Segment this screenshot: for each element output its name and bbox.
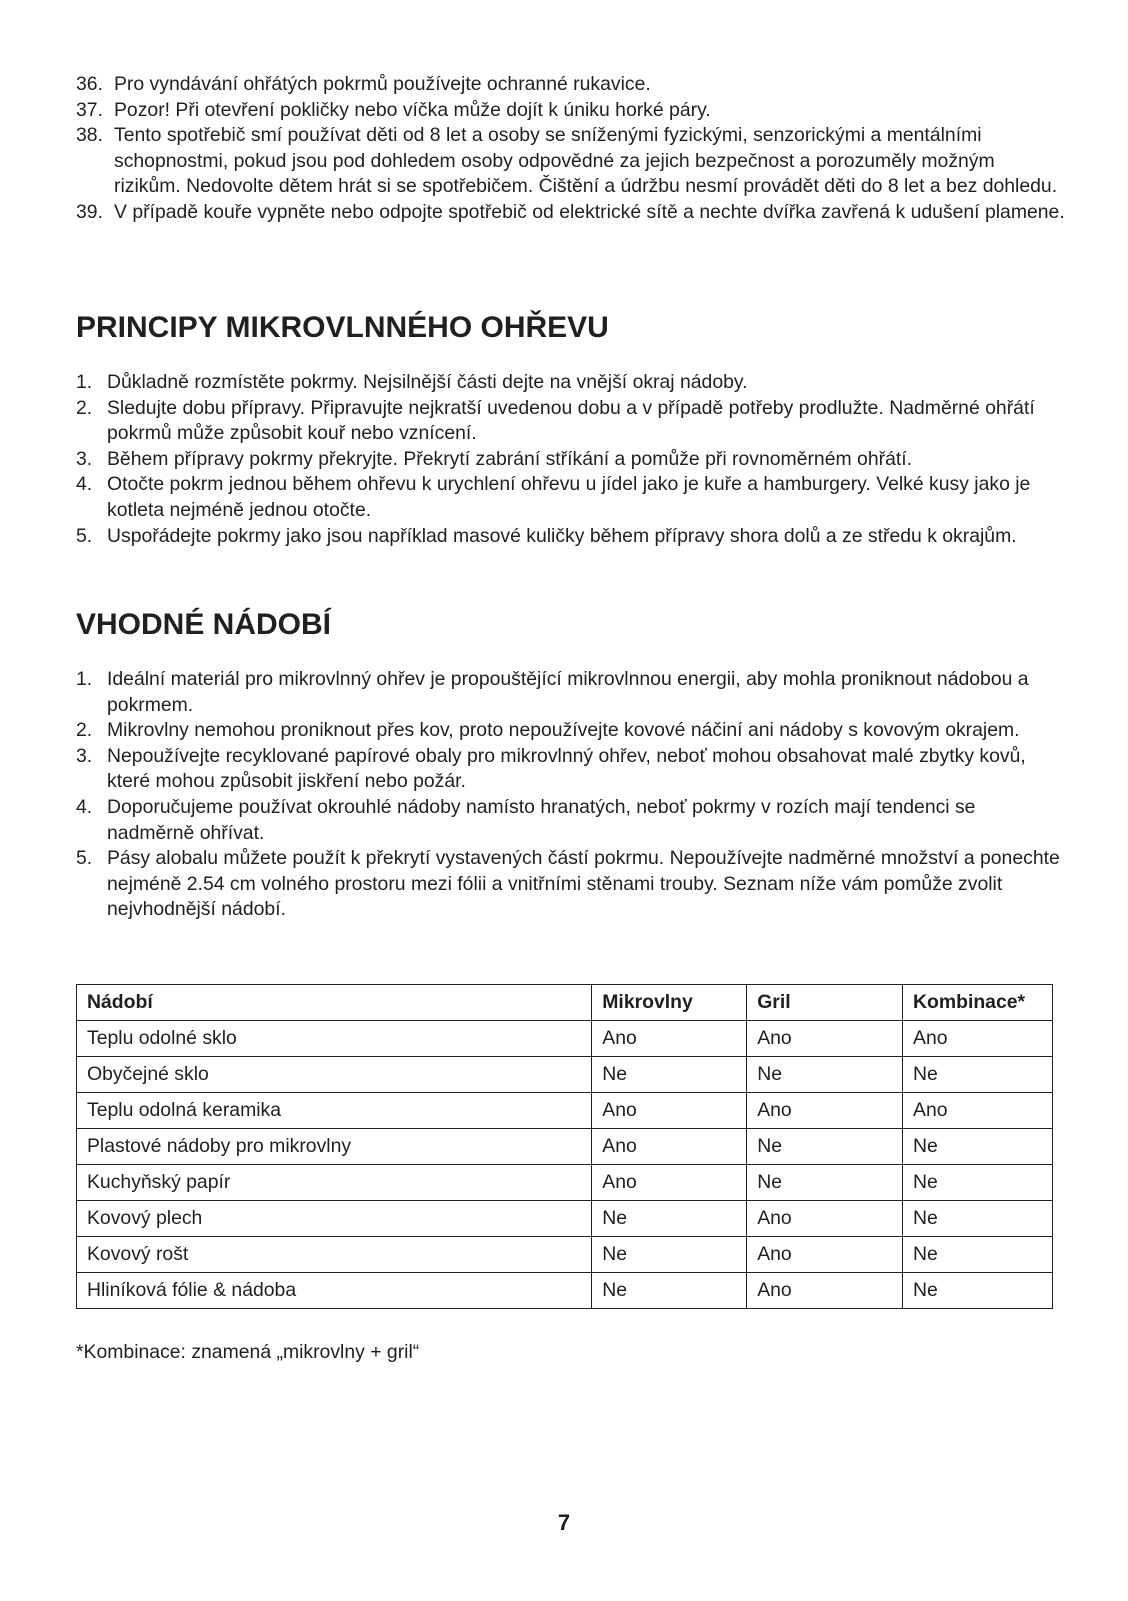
- table-cell: Ano: [747, 1021, 903, 1057]
- principles-list: [76, 370, 1066, 549]
- table-cell: Teplu odolné sklo: [77, 1021, 592, 1057]
- list-item: [76, 72, 1066, 98]
- header-grill: Gril: [747, 985, 903, 1021]
- table-cell: Plastové nádoby pro mikrovlny: [77, 1129, 592, 1165]
- table-cell: Ano: [903, 1093, 1053, 1129]
- table-cell: Ano: [592, 1165, 747, 1201]
- header-combination: Kombinace*: [903, 985, 1053, 1021]
- table-cell: Ano: [903, 1021, 1053, 1057]
- table-cell: Ne: [903, 1201, 1053, 1237]
- table-row: [77, 1129, 1053, 1165]
- table-row: [77, 1165, 1053, 1201]
- item-number: 2.: [76, 719, 93, 742]
- item-number: 2.: [76, 396, 93, 419]
- table-footnote: *Kombinace: znamená „mikrovlny + gril“: [76, 1341, 420, 1363]
- table-row: [77, 1057, 1053, 1093]
- list-item: [76, 795, 1066, 846]
- item-text: Uspořádejte pokrmy jako jsou například masové kuličky během přípravy shora dolů a ze středu k okrajům.: [107, 524, 1017, 547]
- page-number: 7: [557, 1510, 571, 1535]
- item-text: V případě kouře vypněte nebo odpojte spotřebič od elektrické sítě a nechte dvířka zavřená k udušení plamene.: [114, 200, 1065, 223]
- table-row: [77, 1237, 1053, 1273]
- table-cell: Ano: [592, 1021, 747, 1057]
- list-item: [76, 718, 1066, 744]
- table-cell: Ne: [592, 1201, 747, 1237]
- table-cell: Hliníková fólie & nádoba: [77, 1273, 592, 1309]
- item-text: Důkladně rozmístěte pokrmy. Nejsilnější části dejte na vnější okraj nádoby.: [107, 371, 748, 393]
- list-item: [76, 447, 1066, 473]
- table-cell: Ne: [592, 1273, 747, 1309]
- principles-heading: PRINCIPY MIKROVLNNÉHO OHŘEVU: [76, 311, 609, 344]
- table-cell: Ne: [747, 1165, 903, 1201]
- table-row: [77, 1093, 1053, 1129]
- table-row: [77, 1201, 1053, 1237]
- list-item: [76, 370, 1066, 396]
- list-item: [76, 667, 1066, 718]
- item-number: 4.: [76, 795, 93, 818]
- list-item: [76, 472, 1066, 523]
- table-row: [77, 1021, 1053, 1057]
- table-cell: Ne: [592, 1057, 747, 1093]
- cookware-list: [76, 667, 1066, 923]
- table-header-row: [77, 985, 1053, 1021]
- table-cell: Ne: [903, 1237, 1053, 1273]
- item-number: 37.: [76, 98, 103, 121]
- item-text: Pásy alobalu můžete použít k překrytí vystavených částí pokrmu. Nepoužívejte nadměrné množství a ponechte nejméně 2.54 cm volného prostoru mezi fólii a vnitřními stěnami trouby. Seznam níže vám pomůže zvolit nejvhodnější nádobí.: [107, 847, 1060, 921]
- item-text: Mikrovlny nemohou proniknout přes kov, proto nepoužívejte kovové náčiní ani nádoby s kovovým okrajem.: [107, 719, 1020, 742]
- item-text: Pozor! Při otevření pokličky nebo víčka může dojít k úniku horké páry.: [114, 98, 711, 121]
- cookware-table: [76, 984, 1053, 1309]
- table-cell: Ne: [903, 1057, 1053, 1093]
- item-number: 39.: [76, 200, 103, 223]
- table-cell: Ne: [747, 1129, 903, 1165]
- item-number: 36.: [76, 73, 103, 95]
- table-cell: Ano: [592, 1093, 747, 1129]
- table-cell: Ne: [903, 1129, 1053, 1165]
- item-text: Otočte pokrm jednou během ohřevu k urychlení ohřevu u jídel jako je kuře a hamburgery. Velké kusy jako je kotleta nejméně jednou otočte.: [107, 473, 1031, 521]
- table-cell: Kuchyňský papír: [77, 1165, 592, 1201]
- list-item: [76, 846, 1066, 923]
- item-text: Během přípravy pokrmy překryjte. Překrytí zabrání stříkání a pomůže při rovnoměrném ohřátí.: [107, 447, 913, 470]
- item-number: 1.: [76, 668, 93, 690]
- item-number: 3.: [76, 744, 93, 767]
- table-cell: Ano: [747, 1093, 903, 1129]
- header-microwave: Mikrovlny: [592, 985, 747, 1021]
- item-text: Nepoužívejte recyklované papírové obaly pro mikrovlnný ohřev, neboť mohou obsahovat malé zbytky kovů, které mohou způsobit jiskření nebo požár.: [107, 744, 1026, 793]
- table-cell: Ne: [903, 1165, 1053, 1201]
- safety-instructions-list: [76, 72, 1066, 226]
- list-item: [76, 123, 1066, 200]
- cookware-heading: VHODNÉ NÁDOBÍ: [76, 608, 332, 641]
- table-cell: Ano: [747, 1201, 903, 1237]
- list-item: [76, 396, 1066, 447]
- item-number: 5.: [76, 847, 93, 870]
- table-cell: Obyčejné sklo: [77, 1057, 592, 1093]
- item-number: 38.: [76, 124, 103, 147]
- item-number: 4.: [76, 473, 93, 496]
- item-text: Sledujte dobu přípravy. Připravujte nejkratší uvedenou dobu a v případě potřeby prodlužte. Nadměrné ohřátí pokrmů může způsobit kouř nebo vznícení.: [107, 396, 1035, 445]
- item-number: 1.: [76, 371, 93, 393]
- list-item: [76, 98, 1066, 124]
- table-cell: Kovový rošt: [77, 1237, 592, 1273]
- item-number: 3.: [76, 447, 93, 470]
- table-row: [77, 1273, 1053, 1309]
- list-item: [76, 524, 1066, 550]
- header-cookware: Nádobí: [77, 985, 592, 1021]
- item-text: Doporučujeme používat okrouhlé nádoby namísto hranatých, neboť pokrmy v rozích mají tendenci se nadměrně ohřívat.: [107, 795, 976, 844]
- table-cell: Teplu odolná keramika: [77, 1093, 592, 1129]
- table-cell: Ne: [592, 1237, 747, 1273]
- item-text: Pro vyndávání ohřátých pokrmů používejte ochranné rukavice.: [114, 73, 651, 95]
- table-cell: Ne: [747, 1057, 903, 1093]
- table-cell: Ne: [903, 1273, 1053, 1309]
- list-item: [76, 200, 1066, 226]
- list-item: [76, 744, 1066, 795]
- item-text: Tento spotřebič smí používat děti od 8 let a osoby se sníženými fyzickými, senzorickými a mentálními schopnostmi, pokud jsou pod dohledem osoby odpovědné za jejich bezpečnost a porozuměly možným rizikům. Nedovolte dětem hrát si se spotřebičem. Čištění a údržbu nesmí provádět děti do 8 let a bez dohledu.: [114, 124, 1058, 198]
- item-text: Ideální materiál pro mikrovlnný ohřev je propouštějící mikrovlnnou energii, aby mohla proniknout nádobou a pokrmem.: [107, 668, 1029, 716]
- item-number: 5.: [76, 524, 93, 547]
- table-cell: Kovový plech: [77, 1201, 592, 1237]
- table-cell: Ano: [747, 1237, 903, 1273]
- table-cell: Ano: [592, 1129, 747, 1165]
- table-cell: Ano: [747, 1273, 903, 1309]
